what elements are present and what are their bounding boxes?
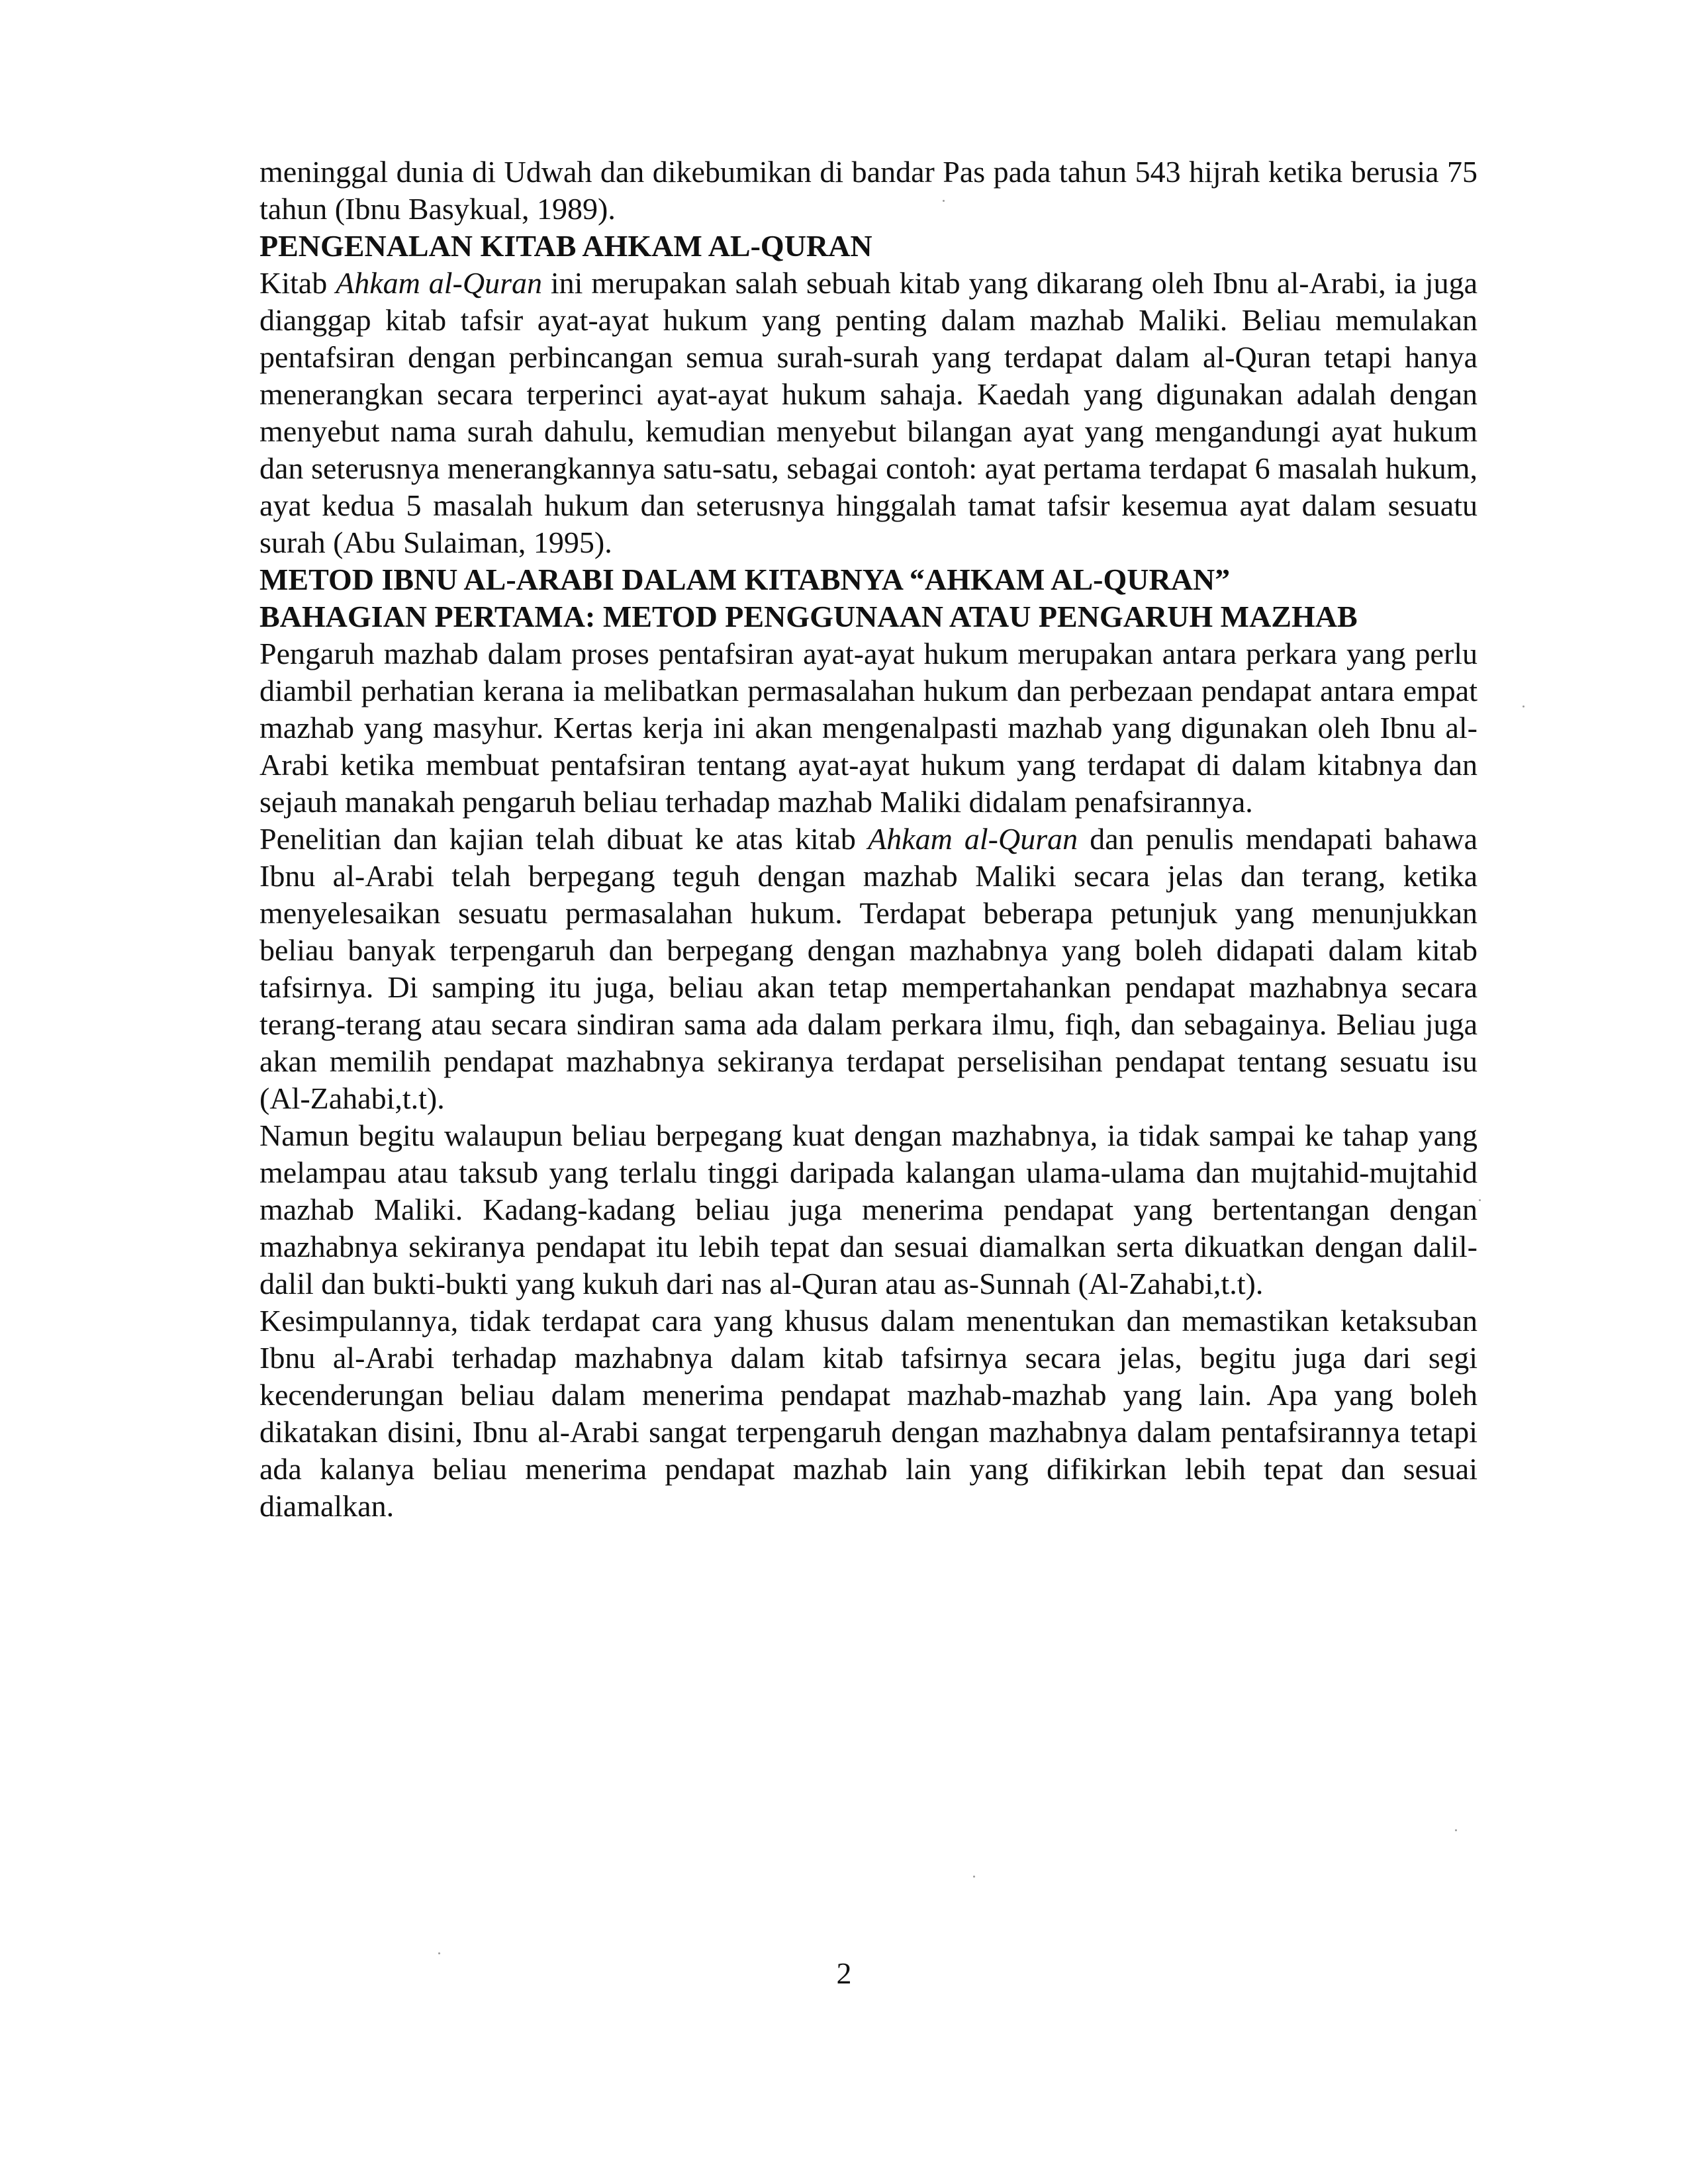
scan-speck <box>438 1952 440 1954</box>
book-title-italic: Ahkam al-Quran <box>868 822 1078 856</box>
paragraph-5: Namun begitu walaupun beliau berpegang kuat dengan mazhabnya, ia tidak sampai ke tahap yang melampau atau taksub yang terlalu tinggi daripada kalangan ulama-ulama dan mujtahid-mujtahid mazhab Maliki. Kadang-kadang beliau juga menerima pendapat yang bertentangan dengan mazhabnya sekiranya pendapat itu lebih tepat dan sesuai diamalkan serta dikuatkan dengan dalil-dalil dan bukti-bukti yang kukuh dari nas al-Quran atau as-Sunnah (Al-Zahabi,t.t). <box>259 1118 1477 1300</box>
page-number: 2 <box>836 1956 852 1990</box>
section-heading-bahagian-pertama: BAHAGIAN PERTAMA: METOD PENGGUNAAN ATAU PENGARUH MAZHAB <box>259 600 1358 633</box>
scan-speck <box>1523 705 1524 707</box>
paragraph-2-rest: ini merupakan salah sebuah kitab yang dikarang oleh Ibnu al-Arabi, ia juga dianggap kitab tafsir ayat-ayat hukum yang penting dalam mazhab Maliki. Beliau memulakan pentafsiran dengan perbincangan semua surah-surah yang terdapat dalam al-Quran tetapi hanya menerangkan secara terperinci ayat-ayat hukum sahaja. Kaedah yang digunakan adalah dengan menyebut nama surah dahulu, kemudian menyebut bilangan ayat yang mengandungi ayat hukum dan seterusnya menerangkannya satu-satu, sebagai contoh: ayat pertama terdapat 6 masalah hukum, ayat kedua 5 masalah hukum dan seterusnya hinggalah tamat tafsir kesemua ayat dalam sesuatu surah (Abu Sulaiman, 1995). <box>259 266 1477 559</box>
section-heading-pengenalan: PENGENALAN KITAB AHKAM AL-QURAN <box>259 229 872 263</box>
paragraph-4 <box>259 821 1477 1117</box>
paragraph-4-lead: Penelitian dan kajian telah dibuat ke atas kitab <box>259 822 868 856</box>
paragraph-3: Pengaruh mazhab dalam proses pentafsiran ayat-ayat hukum merupakan antara perkara yang perlu diambil perhatian kerana ia melibatkan permasalahan hukum dan perbezaan pendapat antara empat mazhab yang masyhur. Kertas kerja ini akan mengenalpasti mazhab yang digunakan oleh Ibnu al-Arabi ketika membuat pentafsiran tentang ayat-ayat hukum yang terdapat di dalam kitabnya dan sejauh manakah pengaruh beliau terhadap mazhab Maliki didalam penafsirannya. <box>259 637 1477 819</box>
paragraph-6: Kesimpulannya, tidak terdapat cara yang khusus dalam menentukan dan memastikan ketaksuban Ibnu al-Arabi terhadap mazhabnya dalam kitab tafsirnya secara jelas, begitu juga dari segi kecenderungan beliau dalam menerima pendapat mazhab-mazhab yang lain. Apa yang boleh dikatakan disini, Ibnu al-Arabi sangat terpengaruh dengan mazhabnya dalam pentafsirannya tetapi ada kalanya beliau menerima pendapat mazhab lain yang difikirkan lebih tepat dan sesuai diamalkan. <box>259 1304 1477 1523</box>
scan-speck <box>973 1876 975 1878</box>
page-content <box>259 154 1477 1525</box>
scan-speck <box>1455 1829 1457 1831</box>
book-title-italic: Ahkam al-Quran <box>336 266 542 300</box>
scan-speck <box>943 200 945 202</box>
scan-speck <box>1479 1199 1481 1201</box>
section-heading-metod: METOD IBNU AL-ARABI DALAM KITABNYA “AHKAM AL-QURAN” <box>259 563 1231 596</box>
paragraph-2-lead: Kitab <box>259 266 336 300</box>
paragraph-1: meninggal dunia di Udwah dan dikebumikan di bandar Pas pada tahun 543 hijrah ketika berusia 75 tahun (Ibnu Basykual, 1989). <box>259 155 1477 226</box>
paragraph-2 <box>259 265 1477 561</box>
paragraph-4-rest: dan penulis mendapati bahawa Ibnu al-Arabi telah berpegang teguh dengan mazhab Maliki secara jelas dan terang, ketika menyelesaikan sesuatu permasalahan hukum. Terdapat beberapa petunjuk yang menunjukkan beliau banyak terpengaruh dan berpegang dengan mazhabnya yang boleh didapati dalam kitab tafsirnya. Di samping itu juga, beliau akan tetap mempertahankan pendapat mazhabnya secara terang-terang atau secara sindiran sama ada dalam perkara ilmu, fiqh, dan sebagainya. Beliau juga akan memilih pendapat mazhabnya sekiranya terdapat perselisihan pendapat tentang sesuatu isu (Al-Zahabi,t.t). <box>259 822 1477 1115</box>
